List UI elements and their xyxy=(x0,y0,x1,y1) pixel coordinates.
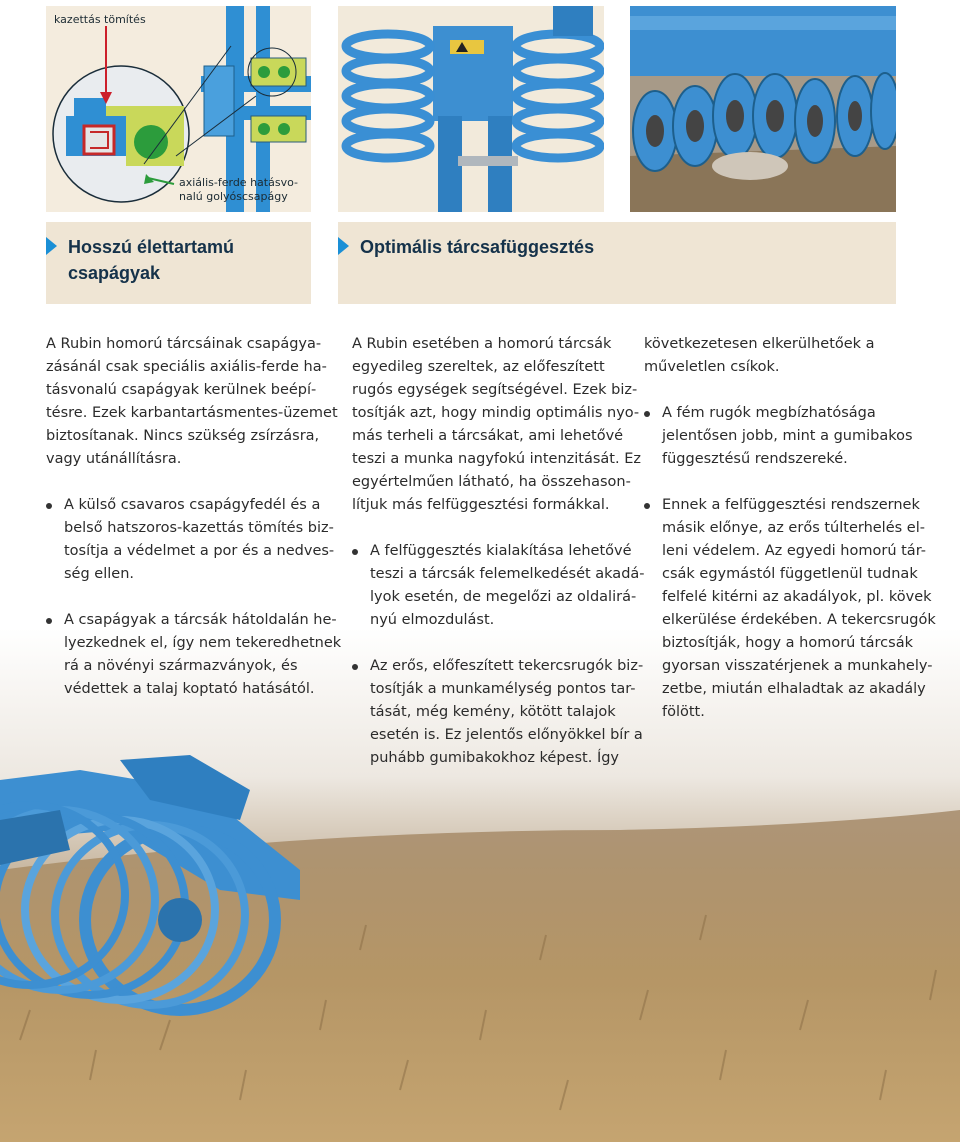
list-item: A csapágyak a tárcsák hátoldalán he- lyezkednek el, így nem tekeredhetnek rá a növényi származványok, és védettek a talaj koptató hatásától. xyxy=(46,609,316,701)
text-column-2 xyxy=(352,333,645,793)
heading-optimal-disc-suspension: Optimális tárcsafüggesztés xyxy=(360,237,595,257)
heading-box-bearings xyxy=(46,222,311,304)
paragraph-intro-bearings: A Rubin homorú tárcsáinak csapágya- zásánál csak speciális axiális-ferde ha- tásvonalú csapágyak kerülnek beépí- tésre. Ezek karbantartásmentes-üzemet biztosítanak. Nincs szükség zsírzásra, vagy utánállításra. xyxy=(46,336,338,467)
text-column-3 xyxy=(644,333,936,747)
triangle-bullet-icon xyxy=(46,237,57,255)
paragraph-continuation: következetesen elkerülhetőek a műveletlen csíkok. xyxy=(644,336,875,375)
heading-box-suspension xyxy=(338,222,896,304)
caption-cassette-seal: kazettás tömítés xyxy=(54,13,146,26)
spring-suspension-photo xyxy=(338,6,604,212)
list-item: A fém rugók megbízhatósága jelentősen jobb, mint a gumibakos függesztésű rendszereké. xyxy=(644,402,914,471)
bullet-list-springs xyxy=(644,402,936,724)
concave-discs-illustration xyxy=(630,6,896,212)
triangle-bullet-icon xyxy=(338,237,349,255)
text-column-1 xyxy=(46,333,342,724)
bullet-list-bearings xyxy=(46,494,342,701)
bullet-list-suspension xyxy=(352,540,645,770)
list-item: A külső csavaros csapágyfedél és a belső hatszoros-kazettás tömítés biz- tosítja a védelmet a por és a nedves- ség ellen. xyxy=(46,494,316,586)
disc-row-photo xyxy=(630,6,896,212)
coil-spring-illustration xyxy=(338,6,604,212)
list-item: Ennek a felfüggesztési rendszernek másik előnye, az erős túlterhelés el- leni védelem. Az egyedi homorú tár- csák egymástól függetlenül tudnak felfelé kitérni az akadályok, pl. kövek elkerülése érdekében. A tekercsrugók biztosítják, hogy a homorú tárcsák gyorsan visszatérjenek a munkahely- zetbe, miután elhaladtak az akadály fölött. xyxy=(644,494,914,724)
caption-angular-ball-bearing: axiális-ferde hatásvo- nalú golyóscsapágy xyxy=(179,176,298,203)
paragraph-intro-suspension: A Rubin esetében a homorú tárcsák egyedileg szereltek, az előfeszített rugós egységek segítségével. Ezek biz- tosítják azt, hogy mindig optimális nyo- más terheli a tárcsákat, ami lehetővé teszi a munka nagyfokú intenzitását. Ez egyértelműen látható, ha összehason- lítjuk más felfüggesztési formákkal. xyxy=(352,336,641,513)
heading-long-life-bearings: Hosszú élettartamú csapágyak xyxy=(68,237,235,283)
list-item: Az erős, előfeszített tekercsrugók biz- tosítják a munkamélység pontos tar- tását, még kemény, kötött talajok esetén is. Ez jelentős előnyökkel bír a puhább gumibakokhoz képest. Így xyxy=(352,655,612,770)
list-item: A felfüggesztés kialakítása lehetővé teszi a tárcsák felemelkedését akadá- lyok esetén, de megelőzi az oldalirá- nyú elmozdulást. xyxy=(352,540,612,632)
